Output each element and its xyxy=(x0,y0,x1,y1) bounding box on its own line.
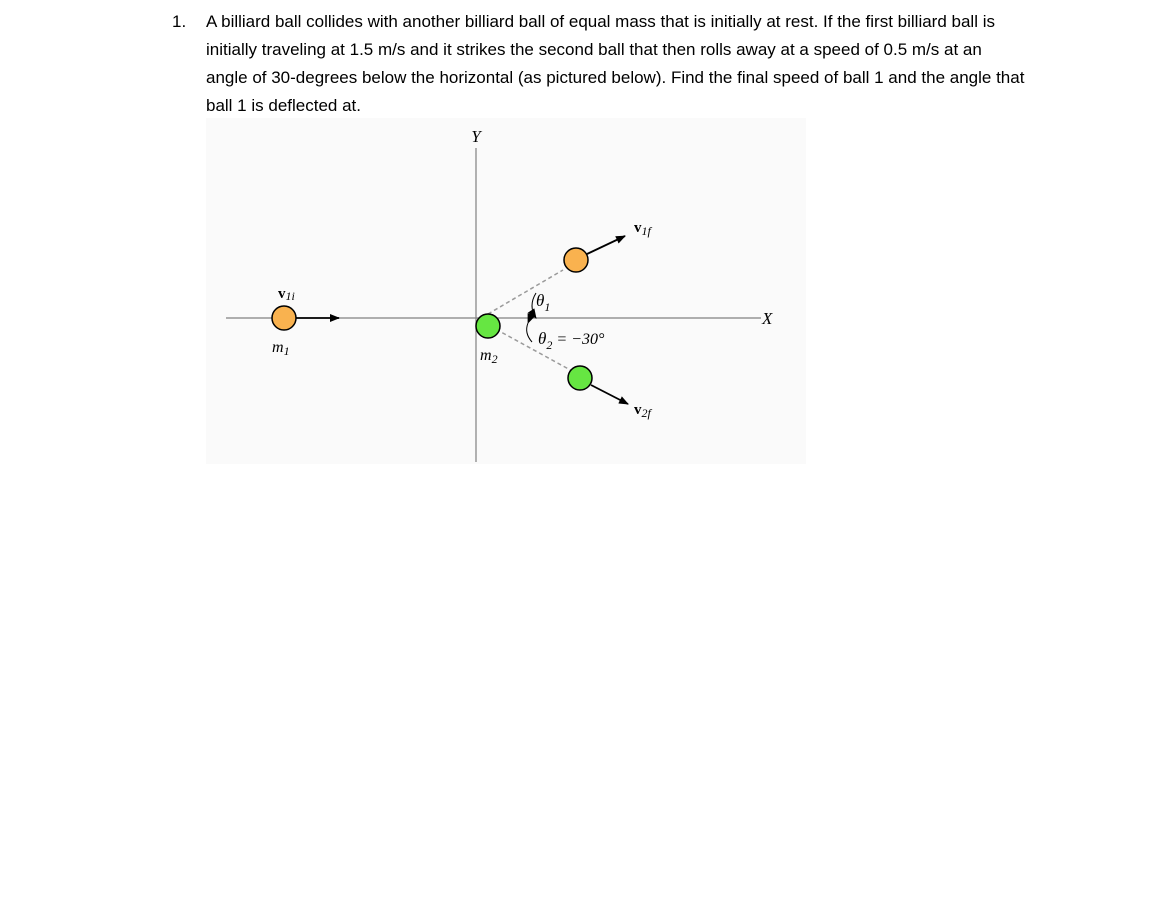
ball1-direction-dashed xyxy=(488,270,563,314)
ball2-final xyxy=(568,366,592,390)
problem-number: 1. xyxy=(172,12,187,31)
v2f-arrow xyxy=(591,385,628,404)
collision-diagram xyxy=(206,118,806,464)
m2-label: m2 xyxy=(480,347,498,366)
ball1-initial xyxy=(272,306,296,330)
v1f-arrow xyxy=(587,236,625,254)
problem-text: A billiard ball collides with another billiard ball of equal mass that is initially at rest. If the first billiard ball is initially traveling at 1.5 m/s and it strikes the second ball that then rolls away at a speed of 0.5 m/s at an angle of 30-degrees below the horizontal (as pictured below). Find the final speed of ball 1 and the angle that ball 1 is deflected at. xyxy=(206,12,1025,115)
m1-label: m1 xyxy=(272,339,290,358)
v1f-label: $v_{1f}$ xyxy=(634,220,651,238)
theta2-label: $\theta_2 = -30^\circ$ xyxy=(538,329,605,352)
x-axis-label: X xyxy=(762,309,773,328)
v1i-label: v1i xyxy=(278,286,295,303)
y-axis-label: Y xyxy=(471,127,481,146)
ball2-initial xyxy=(476,314,500,338)
collision-diagram-svg xyxy=(206,118,806,464)
v2f-label: $v_{2f}$ xyxy=(634,402,651,420)
theta2-arc xyxy=(527,323,532,342)
theta1-label: $\theta_1$ xyxy=(536,291,551,314)
ball1-final xyxy=(564,248,588,272)
